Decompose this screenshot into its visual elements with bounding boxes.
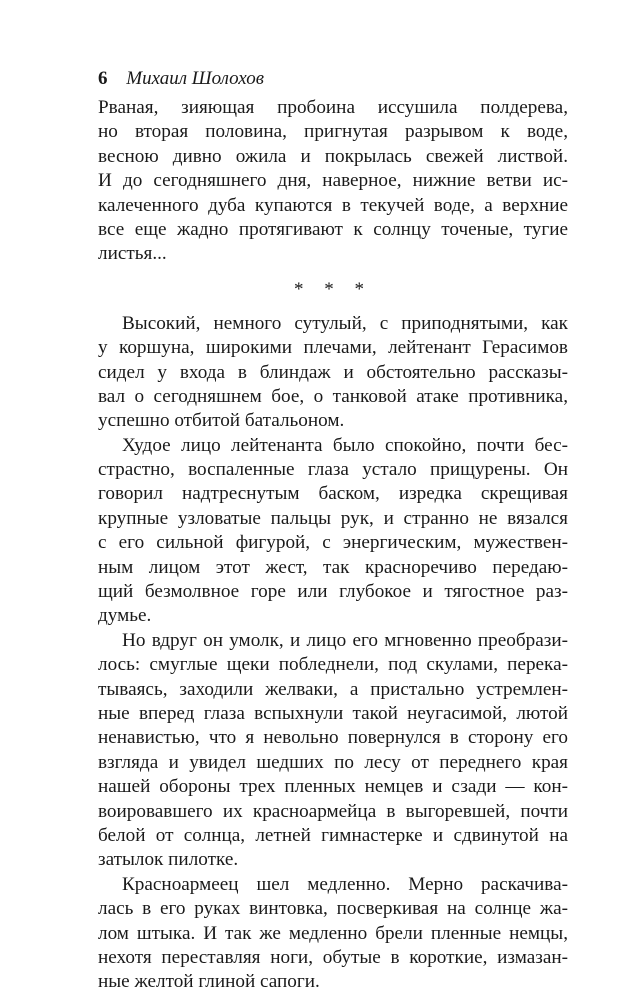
- text-line: весною дивно ожила и покрылась свежей листвой.: [98, 145, 568, 167]
- text-line: щий безмолвное горе или глубокое и тягостное раз-: [98, 581, 568, 603]
- text-line: с его сильной фигурой, с энергическим, мужествен-: [98, 532, 568, 554]
- section-separator: * * *: [294, 278, 372, 300]
- text-line: И до сегодняшнего дня, наверное, нижние ветви ис-: [98, 170, 568, 192]
- text-line: затылок пилотке.: [98, 849, 239, 871]
- text-line: лом штыка. И так же медленно брели пленные немцы,: [98, 922, 568, 944]
- text-line: Но вдруг он умолк, и лицо его мгновенно преобрази-: [122, 629, 568, 651]
- text-line: Высокий, немного сутулый, с приподнятыми, как: [122, 312, 568, 334]
- text-line: думье.: [98, 605, 152, 627]
- text-line: говорил надтреснутым баском, изредка скрещивая: [98, 483, 568, 505]
- text-line: нашей обороны трех пленных немцев и сзади — кон-: [98, 776, 568, 798]
- text-line: успешно отбитой батальоном.: [98, 410, 345, 432]
- paragraph: [98, 96, 568, 267]
- book-page: [98, 66, 568, 995]
- text-line: Худое лицо лейтенанта было спокойно, почти бес-: [122, 434, 568, 456]
- running-head: [98, 66, 568, 96]
- text-line: тываясь, заходили желваки, а пристально устремлен-: [98, 678, 568, 700]
- text-line: нехотя переставляя ноги, обутые в короткие, измазан-: [98, 946, 568, 968]
- text-line: ные вперед глаза вспыхнули такой неугасимой, лютой: [98, 702, 568, 724]
- page-number: 6: [98, 68, 108, 89]
- text-line: лось: смуглые щеки побледнели, под скулами, перека-: [98, 654, 568, 676]
- text-line: но вторая половина, пригнутая разрывом к воде,: [98, 121, 568, 143]
- text-line: страстно, воспаленные глаза устало прищурены. Он: [98, 459, 568, 481]
- text-line: листья...: [98, 243, 167, 265]
- text-line: взгляда и увидел шедших по лесу от переднего края: [98, 751, 568, 773]
- text-line: у коршуна, широкими плечами, лейтенант Герасимов: [98, 337, 568, 359]
- text-line: Рваная, зияющая пробоина иссушила полдерева,: [98, 97, 568, 118]
- text-line: калеченного дуба купаются в текучей воде, а верхние: [98, 194, 568, 216]
- text-line: лась в его руках винтовка, посверкивая на солнце жа-: [98, 898, 568, 920]
- text-line: ные желтой глиной сапоги.: [98, 971, 320, 993]
- paragraph: [98, 873, 568, 995]
- text-line: крупные узловатые пальцы рук, и странно не вязался: [98, 507, 568, 529]
- paragraph: [98, 629, 568, 873]
- text-line: сидел у входа в блиндаж и обстоятельно рассказы-: [98, 361, 568, 383]
- body-text: [98, 96, 568, 995]
- author-name: Михаил Шолохов: [126, 68, 264, 89]
- paragraph: [98, 434, 568, 629]
- paragraph: [98, 312, 568, 434]
- text-line: Красноармеец шел медленно. Мерно раскачива-: [122, 873, 568, 895]
- text-line: вал о сегодняшнем бое, о танковой атаке противника,: [98, 385, 568, 407]
- text-line: ненавистью, что я невольно повернулся в сторону его: [98, 727, 568, 749]
- text-line: ным лицом этот жест, так красноречиво передаю-: [98, 556, 568, 578]
- text-line: все еще жадно протягивают к солнцу точеные, тугие: [98, 218, 568, 240]
- text-line: белой от солнца, летней гимнастерке и сдвинутой на: [98, 824, 568, 846]
- text-line: воировавшего их красноармейца в выгоревшей, почти: [98, 800, 568, 822]
